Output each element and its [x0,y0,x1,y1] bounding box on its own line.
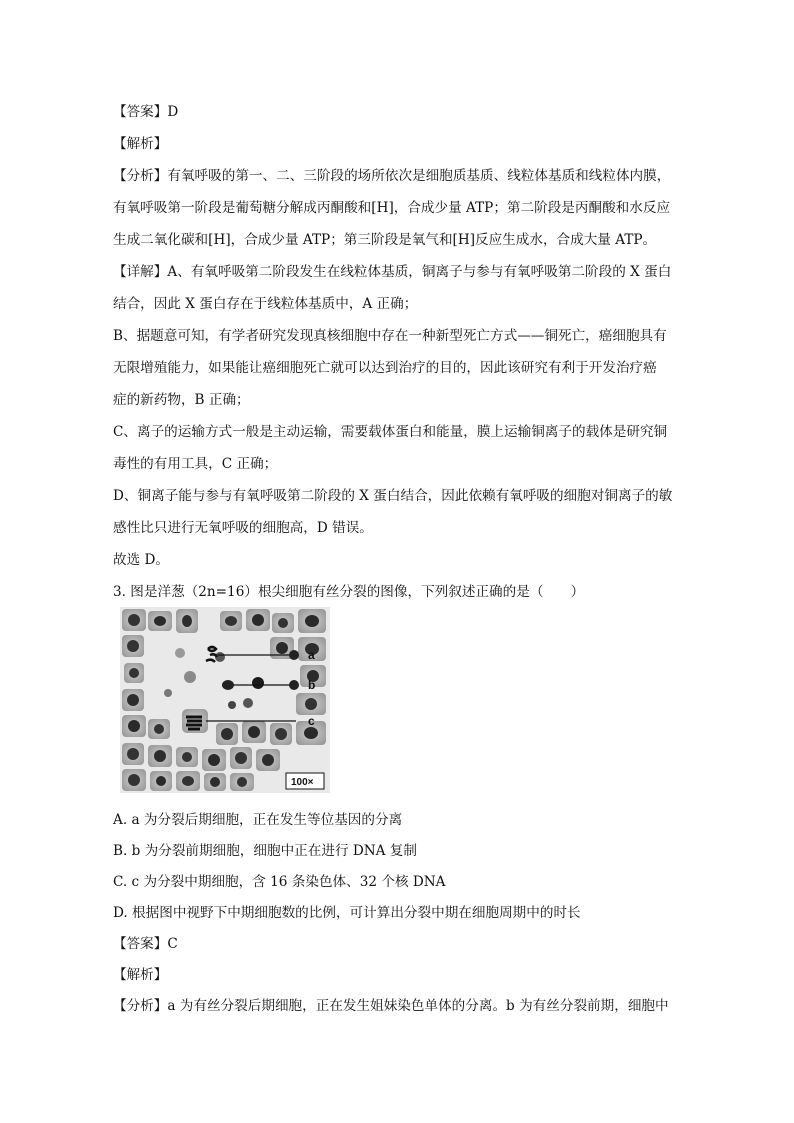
detail-line-1: 【详解】A、有氧呼吸第二阶段发生在线粒体基质，铜离子与参与有氧呼吸第二阶段的 X 蛋白 [113,264,672,280]
detail-line-8: D、铜离子能与参与有氧呼吸第二阶段的 X 蛋白结合，因此依赖有氧呼吸的细胞对铜离子的敏 [113,488,673,504]
detail-line-2: 结合，因此 X 蛋白存在于线粒体基质中，A 正确； [113,296,418,312]
detail-line-3: B、据题意可知，有学者研究发现真核细胞中存在一种新型死亡方式——铜死亡，癌细胞具有 [113,328,667,344]
option-d: D. 根据图中视野下中期细胞数的比例，可计算出分裂中期在细胞周期中的时长 [113,905,581,921]
detail-line-4: 无限增殖能力，如果能让癌细胞死亡就可以达到治疗的目的，因此该研究有利于开发治疗癌 [113,360,657,376]
question-3-stem: 3. 图是洋葱（2n=16）根尖细胞有丝分裂的图像，下列叙述正确的是（ ） [113,584,585,600]
analysis-line-1: 【分析】有氧呼吸的第一、二、三阶段的场所依次是细胞质基质、线粒体基质和线粒体内膜， [113,168,671,184]
analysis-line-2: 有氧呼吸第一阶段是葡萄糖分解成丙酮酸和[H]，合成少量 ATP；第二阶段是丙酮酸和水反应 [113,200,671,216]
analysis-line-2-1: 【分析】a 为有丝分裂后期细胞，正在发生姐妹染色单体的分离。b 为有丝分裂前期，细胞中 [113,998,669,1014]
option-a: A. a 为分裂后期细胞，正在发生等位基因的分离 [113,812,403,828]
answer-1: 【答案】D [113,104,179,120]
figure-label-c: c [308,714,315,728]
detail-line-6: C、离子的运输方式一般是主动运输，需要载体蛋白和能量，膜上运输铜离子的载体是研究铜 [113,424,668,440]
detail-line-5: 症的新药物，B 正确； [113,392,250,408]
option-c: C. c 为分裂中期细胞，含 16 条染色体、32 个核 DNA [113,874,446,890]
answer-2: 【答案】C [113,936,178,952]
micrograph-svg [120,607,330,793]
analysis-heading-2: 【解析】 [113,967,168,983]
analysis-heading-1: 【解析】 [113,136,168,152]
cell-c-metaphase [182,709,208,733]
conclusion-1: 故选 D。 [113,552,170,568]
detail-line-9: 感性比只进行无氧呼吸的细胞高，D 错误。 [113,520,373,536]
analysis-line-3: 生成二氧化碳和[H]，合成少量 ATP；第三阶段是氧气和[H]反应生成水，合成大量 ATP。 [113,232,657,248]
option-b: B. b 为分裂前期细胞，细胞中正在进行 DNA 复制 [113,843,417,859]
figure-label-a: a [308,648,315,662]
detail-line-7: 毒性的有用工具，C 正确； [113,456,278,472]
magnification-label: 100× [291,777,314,788]
micrograph-figure [120,607,330,793]
figure-label-b: b [308,678,316,692]
